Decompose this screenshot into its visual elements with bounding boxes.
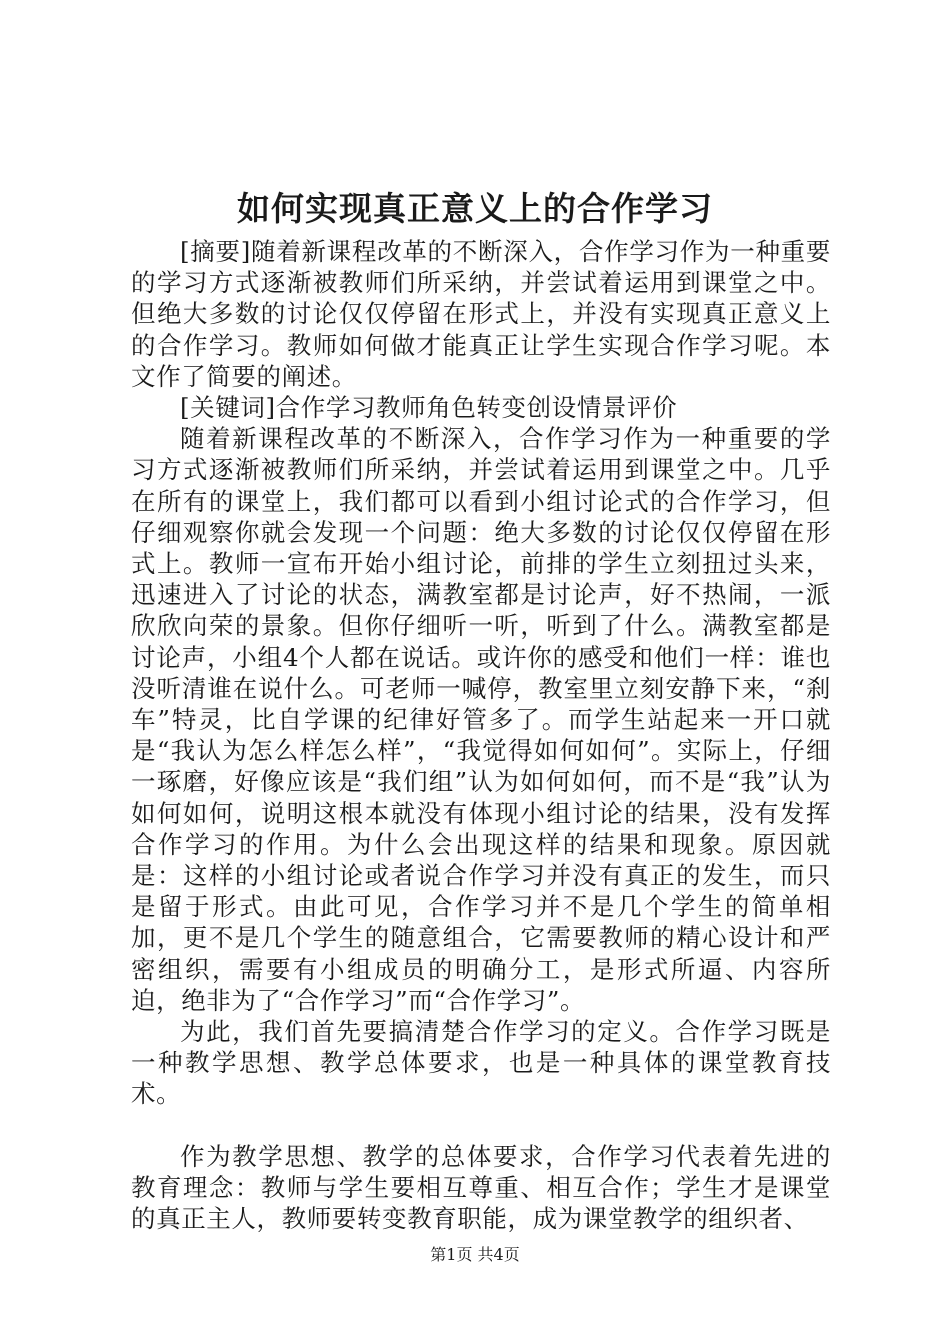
document-body: [131, 236, 831, 1234]
document-title: 如何实现真正意义上的合作学习: [237, 189, 713, 228]
body-paragraph: 为此，我们首先要搞清楚合作学习的定义。合作学习既是一种教学思想、教学总体要求，也是一种具体的课堂教育技术。: [131, 1017, 831, 1109]
abstract-paragraph: [摘要]随着新课程改革的不断深入，合作学习作为一种重要的学习方式逐渐被教师们所采纳，并尝试着运用到课堂之中。但绝大多数的讨论仅仅停留在形式上，并没有实现真正意义上的合作学习。教师如何做才能真正让学生实现合作学习呢。本文作了简要的阐述。: [131, 237, 831, 391]
page-footer: 第1页 共4页: [430, 1245, 520, 1264]
body-paragraph: 作为教学思想、教学的总体要求，合作学习代表着先进的教育理念：教师与学生要相互尊重、相互合作；学生才是课堂的真正主人，教师要转变教育职能，成为课堂教学的组织者、: [131, 1141, 831, 1234]
body-paragraph: 随着新课程改革的不断深入，合作学习作为一种重要的学习方式逐渐被教师们所采纳，并尝试着运用到课堂之中。几乎在所有的课堂上，我们都可以看到小组讨论式的合作学习，但仔细观察你就会发现一个问题：绝大多数的讨论仅仅停留在形式上。教师一宣布开始小组讨论，前排的学生立刻扭过头来，迅速进入了讨论的状态，满教室都是讨论声，好不热闹，一派欣欣向荣的景象。但你仔细听一听，听到了什么。满教室都是讨论声，小组4个人都在说话。或许你的感受和他们一样：谁也没听清谁在说什么。可老师一喊停，教室里立刻安静下来，“刹车”特灵，比自学课的纪律好管多了。而学生站起来一开口就是“我认为怎么样怎么样”，“我觉得如何如何”。实际上，仔细一琢磨，好像应该是“我们组”认为如何如何，而不是“我”认为如何如何，说明这根本就没有体现小组讨论的结果，没有发挥合作学习的作用。为什么会出现这样的结果和现象。原因就是：这样的小组讨论或者说合作学习并没有真正的发生，而只是留于形式。由此可见，合作学习并不是几个学生的简单相加，更不是几个学生的随意组合，它需要教师的精心设计和严密组织，需要有小组成员的明确分工，是形式所逼、内容所迫，绝非为了“合作学习”而“合作学习”。: [131, 424, 831, 1015]
keywords-paragraph: [关键词]合作学习教师角色转变创设情景评价: [180, 393, 678, 423]
